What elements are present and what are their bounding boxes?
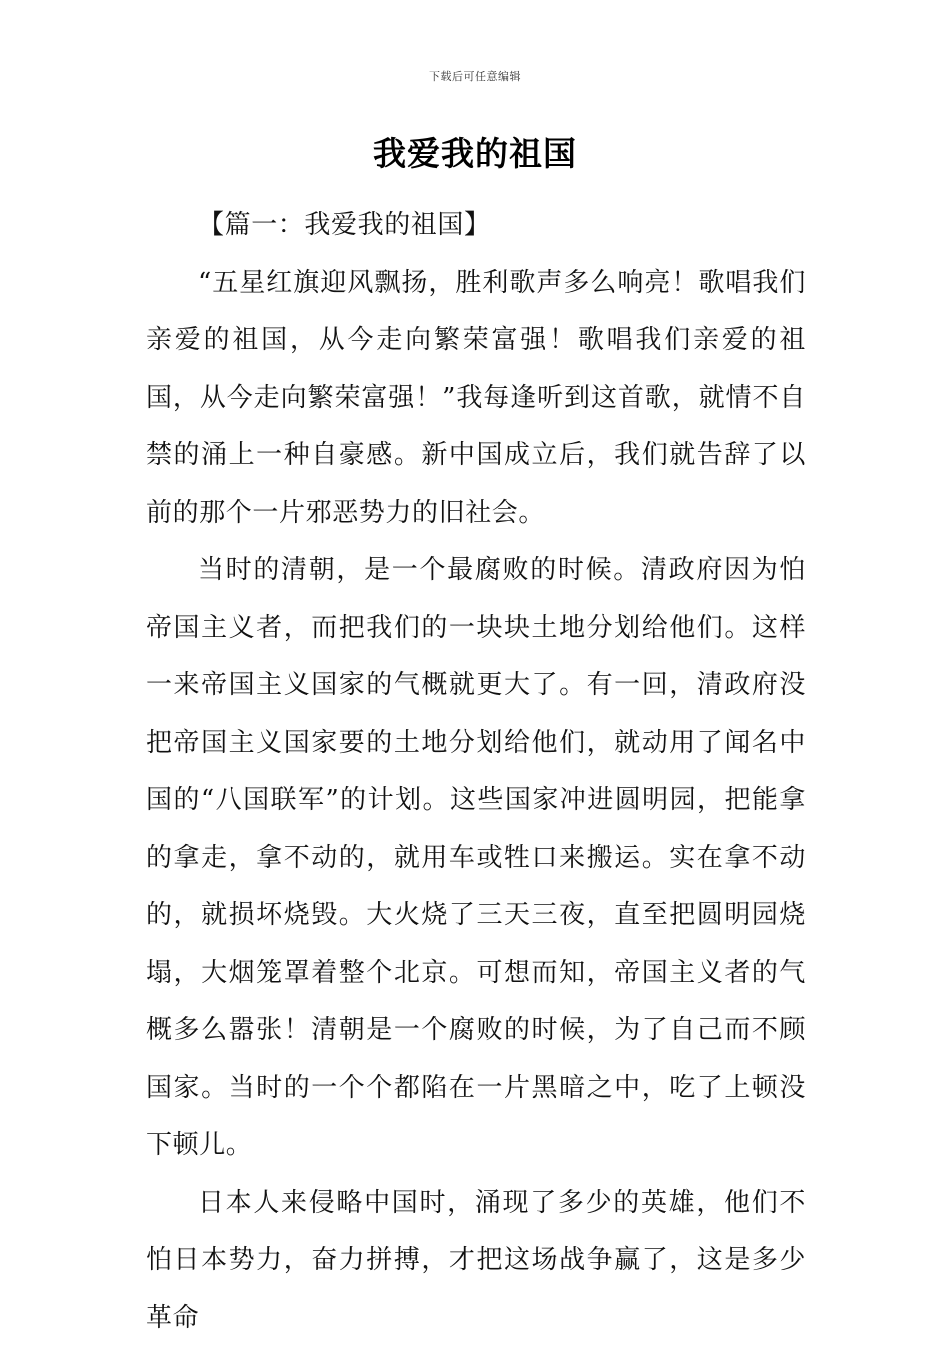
- paragraph-3: 日本人来侵略中国时，涌现了多少的英雄，他们不怕日本势力，奋力拼搏，才把这场战争赢了，这是多少革命: [146, 1175, 806, 1347]
- paragraph-1: “五星红旗迎风飘扬，胜利歌声多么响亮！歌唱我们亲爱的祖国，从今走向繁荣富强！歌唱我们亲爱的祖国，从今走向繁荣富强！”我每逢听到这首歌，就情不自禁的涌上一种自豪感。新中国成立后，我们就告辞了以前的那个一片邪恶势力的旧社会。: [146, 255, 806, 543]
- paragraph-2: 当时的清朝，是一个最腐败的时候。清政府因为怕帝国主义者，而把我们的一块块土地分划给他们。这样一来帝国主义国家的气概就更大了。有一回，清政府没把帝国主义国家要的土地分划给他们，就动用了闻名中国的“八国联军”的计划。这些国家冲进圆明园，把能拿的拿走，拿不动的，就用车或牲口来搬运。实在拿不动的，就损坏烧毁。大火烧了三天三夜，直至把圆明园烧塌，大烟笼罩着整个北京。可想而知，帝国主义者的气概多么嚣张！清朝是一个腐败的时候，为了自己而不顾国家。当时的一个个都陷在一片黑暗之中，吃了上顿没下顿儿。: [146, 542, 806, 1175]
- document-body: [146, 197, 806, 1347]
- header-note: 下载后可任意编辑: [0, 68, 950, 84]
- section-heading: 【篇一：我爱我的祖国】: [146, 197, 806, 255]
- document-title: 我爱我的祖国: [0, 128, 950, 175]
